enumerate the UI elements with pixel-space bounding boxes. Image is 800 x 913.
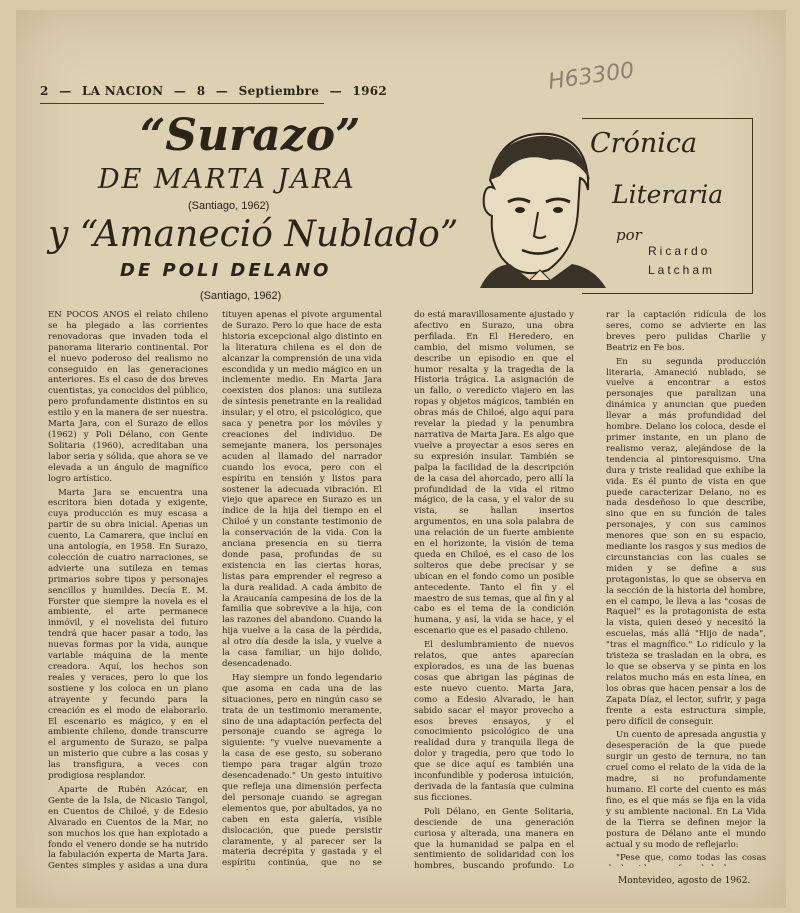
page-number: 2 bbox=[40, 84, 49, 98]
article-column-1 bbox=[48, 310, 208, 870]
newspaper-name: LA NACION bbox=[81, 84, 164, 98]
book1-title: “Surazo” bbox=[140, 110, 361, 161]
author-first-name: Ricardo bbox=[648, 244, 711, 258]
book2-title: y “Amaneció Nublado” bbox=[48, 214, 459, 255]
book1-author: DE MARTA JARA bbox=[98, 164, 356, 195]
article-column-3 bbox=[414, 310, 574, 870]
book2-place: (Santiago, 1962) bbox=[200, 290, 282, 302]
article-column-2 bbox=[222, 310, 382, 870]
signoff: Montevideo, agosto de 1962. bbox=[618, 876, 751, 886]
header-year: 1962 bbox=[352, 84, 388, 98]
article-column-4 bbox=[606, 310, 766, 866]
portrait-illustration bbox=[460, 120, 610, 288]
section-title-line1: Crónica bbox=[590, 128, 698, 159]
paragraph: Poli Délano, en Gente Solitaria, desciende de una generación curiosa y alterada, una manera en que la humanidad se palpa en el sentimiento de solidaridad con los hombres, buscando profundo. Lo bbox=[414, 806, 574, 870]
paragraph: El deslumbramiento de nuevos relatos, que antes aparecían explorados, es una de las buenas cosas que abrigan las páginas de este nuevo cuento. Marta Jara, como a Edesio Alvarado, le han sabido sacar el mayor provecho a esos breves ensayos, y el conocimiento psicológico de una realidad dura y tranquila llega de dolor y tragedia, pero que todo lo que se dice aquí es también una inconfundible y poderosa intuición, derivada de la fantasía que culmina sus ficciones. bbox=[414, 640, 574, 803]
paragraph: En su segunda producción literaria, Amaneció nublado, se vuelve a encontrar a estos personajes que paralizan una dinámica y anuncian que pueden llevar a más profundidad del hombre. Delano los coloca, desde el primer instante, en un plano de realismo veraz, alejándose de la tendencia al pintoresquismo. Una dura y triste realidad que exhibe la vida. Es él punto de vista en que puede caracterizar Delano, no es nada desdeñoso lo que describe, sino que en su función de tales personajes, y con sus caminos menores que son en su espacio, mediante los rasgos y sus medios de circunstancias con las cuales se miden y se define a sus protagonistas, lo que se observa en la sección de la historia del hombre, en el campo, le lleva a las "cosas de Raquel" es la protagonista de esta la vista, quien deseó y necesitó la escuelas, más allá "Hijo de nada", "tras el magnífico." Lo ridículo y la tristeza se trasladan en la obra, es lo que se observa y se pinta en los relatos mucho más en esta línea, en los obras que hacen pensar a los de Zapata Díaz, el lector, sufrir, y paga frente a esta estructura simple, pero difícil de conseguir. bbox=[606, 356, 766, 727]
author-last-name: Latcham bbox=[648, 263, 716, 277]
section-title-line2: Literaria bbox=[612, 180, 724, 209]
page-header: 2 — LA NACION — 8 — Septiembre — 1962 bbox=[40, 84, 388, 98]
paragraph: Marta Jara se encuentra una escritora bien dotada y exigente, cuya producción es muy escasa a partir de su obra inicial. Apenas un cuento, La Camarera, que incluí en una antología, en 1958. En Surazo, colección de cuatro narraciones, se advierte una sutileza en temas primarios sobre tipos y personajes sencillos y humildes. Decía E. M. Forster que siempre la novela es el ambiente, el arte permanece inmóvil, y el novelista del futuro tendrá que hacer pasar a todo, las nuevas formas por la vida, aunque variable máquina de la mente creadora. Aquí, los hechos son reales y veraces, pero lo que los sostiene y los coloca en un plano atrayente y fecundo para la creación es el modo de elaborarlo. El escenario es mágico, y en el ambiente chileno, donde transcurre el argumento de Surazo, se palpa un misterio que cubre a las cosas y las transfigura, a veces con prodigiosa resplandor. bbox=[48, 487, 208, 782]
byline-author bbox=[648, 242, 715, 280]
header-day: 8 bbox=[196, 84, 206, 98]
paragraph: Aparte de Rubén Azócar, en Gente de la Isla, de Nicasio Tangol, en Cuentos de Chiloé, y de Edesio Alvarado en Cuentos de la Mar, no son muchos los que han explotado a fondo el venero donde se ha nutrido la fabulación experta de Marta Jara. Gentes simples y asidas a una dura bbox=[48, 784, 208, 870]
paragraph: Un cuento de apresada angustia y desesperación de la que puede surgir un gesto de ternura, no tan cruel como el relato de la vida de la madre, si no profundamente humano. El corte del cuento es más fino, es el que más se fija en la vida y su ambiente nacional. En La Vida de la Tierra se definen mejor la postura de Délano ante el mundo actual y su modo de reflejarlo: bbox=[606, 730, 766, 850]
paragraph: tituyen apenas el pivote argumental de Surazo. Pero lo que hace de esta historia excepcional algo distinto en la literatura chilena es el don de alcanzar la comprensión de una vida escondida y un medio mágico en un inclemente medio. En Marta Jara coexisten dos planos: una sutileza de síntesis penetrante en la realidad insular; y el otro, el psicológico, que saca y penetra por los móviles y creaciones del individuo. De semejante manera, los personajes acuden al llamado del narrador cuando los evoca, pero con el espíritu en tensión y listos para sostener la adecuada vibración. El viejo que aparece en Surazo es un índice de la hija del tiempo en el Chiloé y un constante testimonio de la conservación de la vida. Con la anciana presencia en su tierra donde pasa, profundas de su existencia en las ciertas horas, listas para emprender el regreso a la dura realidad. A cada ámbito de la Araucanía campesina de los de la familia que sobrevive a la hija, con las razones del abandono. Cuando la hija vuelve a la casa de la pérdida, al otro día desde la isla, y vuelve a la casa familiar, un hijo dolido, desencadenado. bbox=[222, 310, 382, 669]
paragraph: do está maravillosamente ajustado y afectivo en Surazo, una obra perfilada. En El Heredero, en cambio, del mismo volumen, se describe un episodio en que el humor resalta y la tragedia de la Historia trágica. La asignación de un fallo, o veredicto viajero en las ropas y objetos mágicos, también en obras más de Chiloé, algo aquí para revelar la piedad y la penumbra narrativa de Marta Jara. Es algo que vuelve a proyectar a esos seres en su expresión insular. También se palpa la facilidad de la descripción de la casa del ahorcado, pero allí la profundidad de la vida el ritmo mágico, de la casa, y el valor de su vista, se hallan insertos argumentos, en una sola palabra de una relación de un fuerte ambiente en el horizonte, la visión de tema queda en Chiloé, es el caso de los solteros que debe precisar y se ubican en el fondo como un posible antecedente. Tanto el fin y el maestro de sus temas, que al fin y al cabo es el tema de la condición humana, y así, la vida se hace, y el escenario que es el pasado chileno. bbox=[414, 310, 574, 637]
archive-stamp: H63300 bbox=[546, 58, 636, 95]
paragraph: EN POCOS AÑOS el relato chileno se ha plegado a las corrientes renovadoras que invaden toda el panorama literario continental. Por el nuevo poderoso del realismo no conseguido en las generaciones anteriores. Es el caso de dos breves cuentistas, ya conocidos del público, pero profundamente distintos en su estilo y en la manera de ser nuestra. Marta Jara, con el Surazo de ellos (1962) y Poli Délano, con Gente Solitaria (1960), acreditaban una labor seria y sólida, que ahora se ve elevada a un ángulo de magnífico logro artístico. bbox=[48, 310, 208, 484]
paragraph: Hay siempre un fondo legendario que asoma en cada una de las situaciones, pero en ningún caso se trata de un testimonio meramente, sino de una adaptación perfecta del personaje cuando se agrega lo siguiente: "y vuelve nuevamente a la casa de ese gesto, su soberano tiempo para tragar algún trozo desencadenado." Un gesto intuitivo que refleja una dimensión perfecta del personaje cuando se agregan elementos que, por abultados, ya no caben en esta galería, visible dislocación, que puede persistir claramente, y al parecer ser la materia decrépita y gastada y el espíritu continúa, que no se bbox=[222, 672, 382, 869]
book2-author: DE POLI DELANO bbox=[120, 260, 332, 281]
book1-place: (Santiago, 1962) bbox=[188, 200, 270, 212]
paragraph: "Pese que, como todas las cosas bbox=[616, 853, 766, 864]
byline-por: por bbox=[616, 226, 642, 244]
paragraph: rar la captación ridícula de los seres, como se advierte en las breves pero pulidas Charlie y Beatriz en Fe bos. bbox=[606, 310, 766, 353]
header-month: Septiembre bbox=[238, 84, 320, 98]
header-rule bbox=[40, 103, 324, 104]
